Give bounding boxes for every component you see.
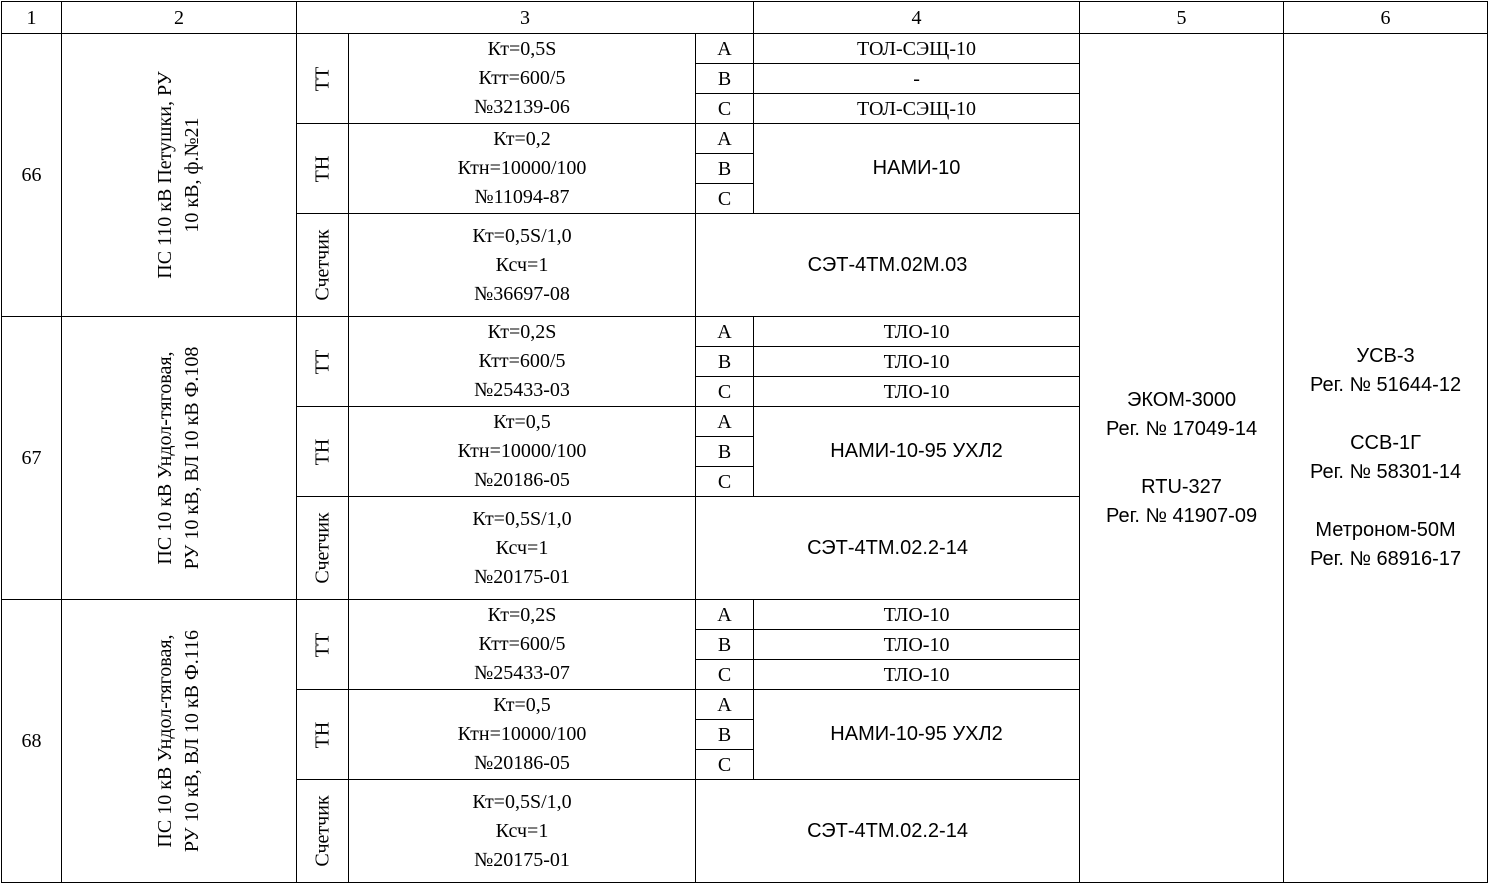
tn-phase: А bbox=[696, 124, 754, 154]
header-col-3: 3 bbox=[297, 2, 754, 34]
table-row bbox=[2, 34, 1488, 64]
tt-spec: Кт=0,5S Ктт=600/5 №32139-06 bbox=[349, 34, 696, 124]
meter-device: СЭТ-4ТМ.02М.03 bbox=[696, 214, 1080, 317]
meter-label bbox=[297, 497, 349, 600]
tt-label bbox=[297, 34, 349, 124]
substation-name-text: ПС 10 кВ Ундол-тяговая, РУ 10 кВ, ВЛ 10 кВ Ф.108 bbox=[154, 346, 203, 570]
tt-phase: В bbox=[696, 64, 754, 94]
tn-label bbox=[297, 124, 349, 214]
meter-spec: Кт=0,5S/1,0 Ксч=1 №20175-01 bbox=[349, 497, 696, 600]
header-col-1: 1 bbox=[2, 2, 62, 34]
tt-phase: В bbox=[696, 630, 754, 660]
tn-label-text: ТН bbox=[311, 721, 333, 748]
tt-label-text: ТТ bbox=[311, 349, 333, 374]
tn-label bbox=[297, 690, 349, 780]
tn-phase: А bbox=[696, 690, 754, 720]
substation-name bbox=[62, 600, 297, 883]
tn-phase: С bbox=[696, 750, 754, 780]
meter-label-text: Счетчик bbox=[311, 512, 333, 584]
meter-device: СЭТ-4ТМ.02.2-14 bbox=[696, 780, 1080, 883]
header-col-6: 6 bbox=[1284, 2, 1488, 34]
tt-device: ТЛО-10 bbox=[754, 377, 1080, 407]
substation-name bbox=[62, 34, 297, 317]
tt-device: ТЛО-10 bbox=[754, 600, 1080, 630]
tn-spec: Кт=0,5 Ктн=10000/100 №20186-05 bbox=[349, 407, 696, 497]
tt-spec: Кт=0,2S Ктт=600/5 №25433-07 bbox=[349, 600, 696, 690]
tt-phase: А bbox=[696, 317, 754, 347]
header-col-2: 2 bbox=[62, 2, 297, 34]
row-number: 67 bbox=[2, 317, 62, 600]
tn-label-text: ТН bbox=[311, 155, 333, 182]
tn-phase: В bbox=[696, 720, 754, 750]
tn-device: НАМИ-10 bbox=[754, 124, 1080, 214]
tt-phase: А bbox=[696, 600, 754, 630]
tt-device: ТЛО-10 bbox=[754, 630, 1080, 660]
tn-label bbox=[297, 407, 349, 497]
tt-phase: В bbox=[696, 347, 754, 377]
tt-spec: Кт=0,2S Ктт=600/5 №25433-03 bbox=[349, 317, 696, 407]
tn-device: НАМИ-10-95 УХЛ2 bbox=[754, 690, 1080, 780]
row-number: 68 bbox=[2, 600, 62, 883]
tt-device: ТЛО-10 bbox=[754, 347, 1080, 377]
tt-device: ТЛО-10 bbox=[754, 317, 1080, 347]
header-col-5: 5 bbox=[1080, 2, 1284, 34]
meter-spec: Кт=0,5S/1,0 Ксч=1 №36697-08 bbox=[349, 214, 696, 317]
header-row bbox=[2, 2, 1488, 34]
time-sync-column: УСВ-3 Рег. № 51644-12 ССВ-1Г Рег. № 58301-14 Метроном-50М Рег. № 68916-17 bbox=[1284, 34, 1488, 883]
header-col-4: 4 bbox=[754, 2, 1080, 34]
meter-spec: Кт=0,5S/1,0 Ксч=1 №20175-01 bbox=[349, 780, 696, 883]
meter-label-text: Счетчик bbox=[311, 229, 333, 301]
tn-device: НАМИ-10-95 УХЛ2 bbox=[754, 407, 1080, 497]
tt-device: - bbox=[754, 64, 1080, 94]
tn-phase: А bbox=[696, 407, 754, 437]
meter-device: СЭТ-4ТМ.02.2-14 bbox=[696, 497, 1080, 600]
meter-label bbox=[297, 214, 349, 317]
substation-name-text: ПС 110 кВ Петушки, РУ 10 кВ, ф.№21 bbox=[154, 71, 203, 279]
tn-phase: С bbox=[696, 467, 754, 497]
row-number: 66 bbox=[2, 34, 62, 317]
tn-phase: В bbox=[696, 437, 754, 467]
tn-label-text: ТН bbox=[311, 438, 333, 465]
tt-device: ТЛО-10 bbox=[754, 660, 1080, 690]
metering-table bbox=[1, 1, 1488, 883]
tt-label bbox=[297, 317, 349, 407]
tn-phase: С bbox=[696, 184, 754, 214]
meter-label-text: Счетчик bbox=[311, 795, 333, 867]
tt-phase: А bbox=[696, 34, 754, 64]
tt-device: ТОЛ-СЭЩ-10 bbox=[754, 94, 1080, 124]
tt-label-text: ТТ bbox=[311, 66, 333, 91]
tt-phase: С bbox=[696, 94, 754, 124]
tt-phase: С bbox=[696, 660, 754, 690]
tt-phase: С bbox=[696, 377, 754, 407]
substation-name bbox=[62, 317, 297, 600]
controller-column: ЭКОМ-3000 Рег. № 17049-14 RTU-327 Рег. № 41907-09 bbox=[1080, 34, 1284, 883]
tn-phase: В bbox=[696, 154, 754, 184]
meter-label bbox=[297, 780, 349, 883]
tt-label bbox=[297, 600, 349, 690]
tn-spec: Кт=0,2 Ктн=10000/100 №11094-87 bbox=[349, 124, 696, 214]
tt-label-text: ТТ bbox=[311, 632, 333, 657]
tn-spec: Кт=0,5 Ктн=10000/100 №20186-05 bbox=[349, 690, 696, 780]
tt-device: ТОЛ-СЭЩ-10 bbox=[754, 34, 1080, 64]
substation-name-text: ПС 10 кВ Ундол-тяговая, РУ 10 кВ, ВЛ 10 кВ Ф.116 bbox=[154, 629, 203, 853]
